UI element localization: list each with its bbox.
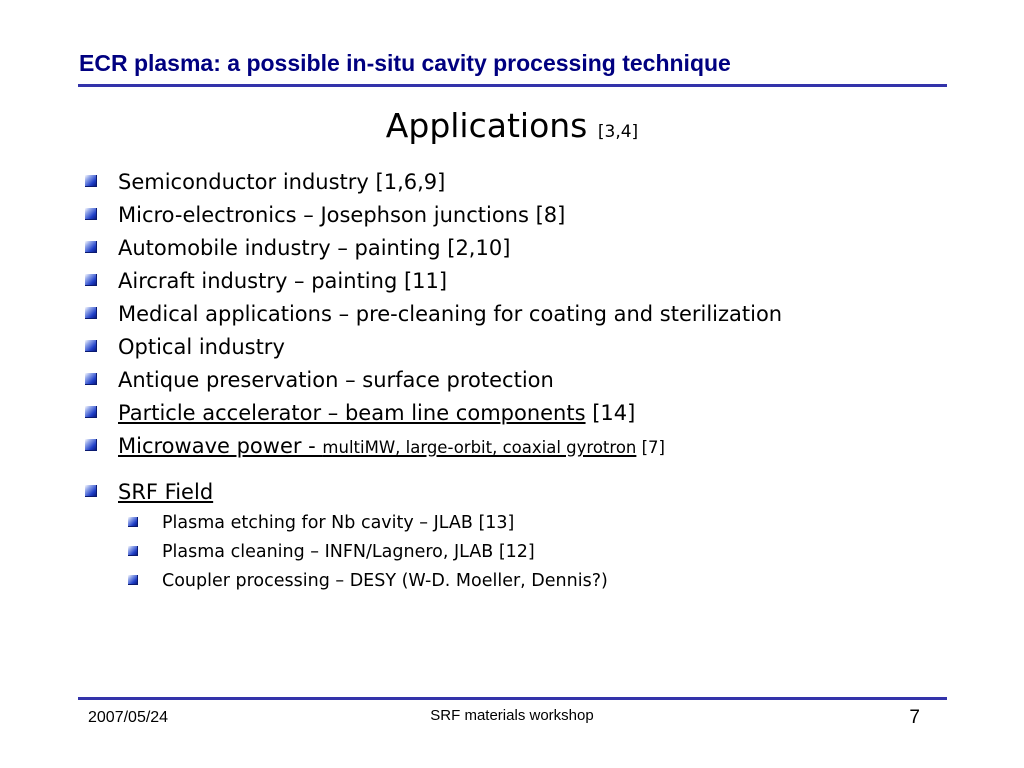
list-item [82, 166, 962, 199]
sub-list-item [82, 567, 962, 596]
list-item [82, 331, 962, 364]
footer-event: SRF materials workshop [430, 707, 594, 724]
list-item-suffix: [7] [636, 438, 665, 457]
bullet-list [82, 166, 962, 596]
sub-list-item-text: Plasma etching for Nb cavity – JLAB [13] [162, 513, 515, 533]
list-item-text: Automobile industry – painting [2,10] [118, 236, 511, 260]
square-bullet-icon [128, 517, 138, 527]
square-bullet-icon [85, 485, 97, 497]
square-bullet-icon [85, 208, 97, 220]
square-bullet-icon [85, 274, 97, 286]
slide-title-text: Applications [385, 106, 588, 145]
slide-title [0, 106, 1024, 145]
sub-list-item-text: Plasma cleaning – INFN/Lagnero, JLAB [12] [162, 542, 535, 562]
list-item-text: Aircraft industry – painting [11] [118, 269, 448, 293]
list-item-suffix: [14] [585, 401, 636, 425]
square-bullet-icon [85, 439, 97, 451]
microwave-power-link-main[interactable]: Microwave power - [118, 434, 323, 458]
square-bullet-icon [128, 575, 138, 585]
list-item [82, 265, 962, 298]
list-item-text: Micro-electronics – Josephson junctions [8] [118, 203, 566, 227]
square-bullet-icon [128, 546, 138, 556]
sub-list-item [82, 538, 962, 567]
slide-title-ref: [3,4] [597, 122, 639, 142]
particle-accelerator-link[interactable]: Particle accelerator – beam line components [118, 401, 586, 425]
list-item [82, 298, 962, 331]
square-bullet-icon [85, 175, 97, 187]
microwave-power-link-detail[interactable]: multiMW, large-orbit, coaxial gyrotron [322, 438, 637, 457]
header-divider [78, 84, 947, 87]
square-bullet-icon [85, 406, 97, 418]
srf-field-link[interactable]: SRF Field [118, 480, 214, 504]
square-bullet-icon [85, 340, 97, 352]
list-item [82, 232, 962, 265]
footer-date: 2007/05/24 [88, 709, 169, 726]
square-bullet-icon [85, 373, 97, 385]
list-item-text: Medical applications – pre-cleaning for coating and sterilization [118, 302, 783, 326]
list-item [82, 199, 962, 232]
sub-list-item-text: Coupler processing – DESY (W-D. Moeller, Dennis?) [162, 571, 608, 591]
square-bullet-icon [85, 307, 97, 319]
microwave-power-link[interactable] [118, 434, 636, 458]
list-item [82, 430, 962, 463]
list-item [82, 476, 962, 509]
list-item [82, 397, 962, 430]
sub-list-item [82, 509, 962, 538]
footer-divider [78, 697, 947, 700]
slide-number: 7 [909, 707, 920, 728]
list-item-text: Semiconductor industry [1,6,9] [118, 170, 446, 194]
slide-header-title: ECR plasma: a possible in-situ cavity processing technique [79, 50, 731, 76]
square-bullet-icon [85, 241, 97, 253]
list-item [82, 364, 962, 397]
list-item-text: Antique preservation – surface protection [118, 368, 554, 392]
list-item-text: Optical industry [118, 335, 285, 359]
